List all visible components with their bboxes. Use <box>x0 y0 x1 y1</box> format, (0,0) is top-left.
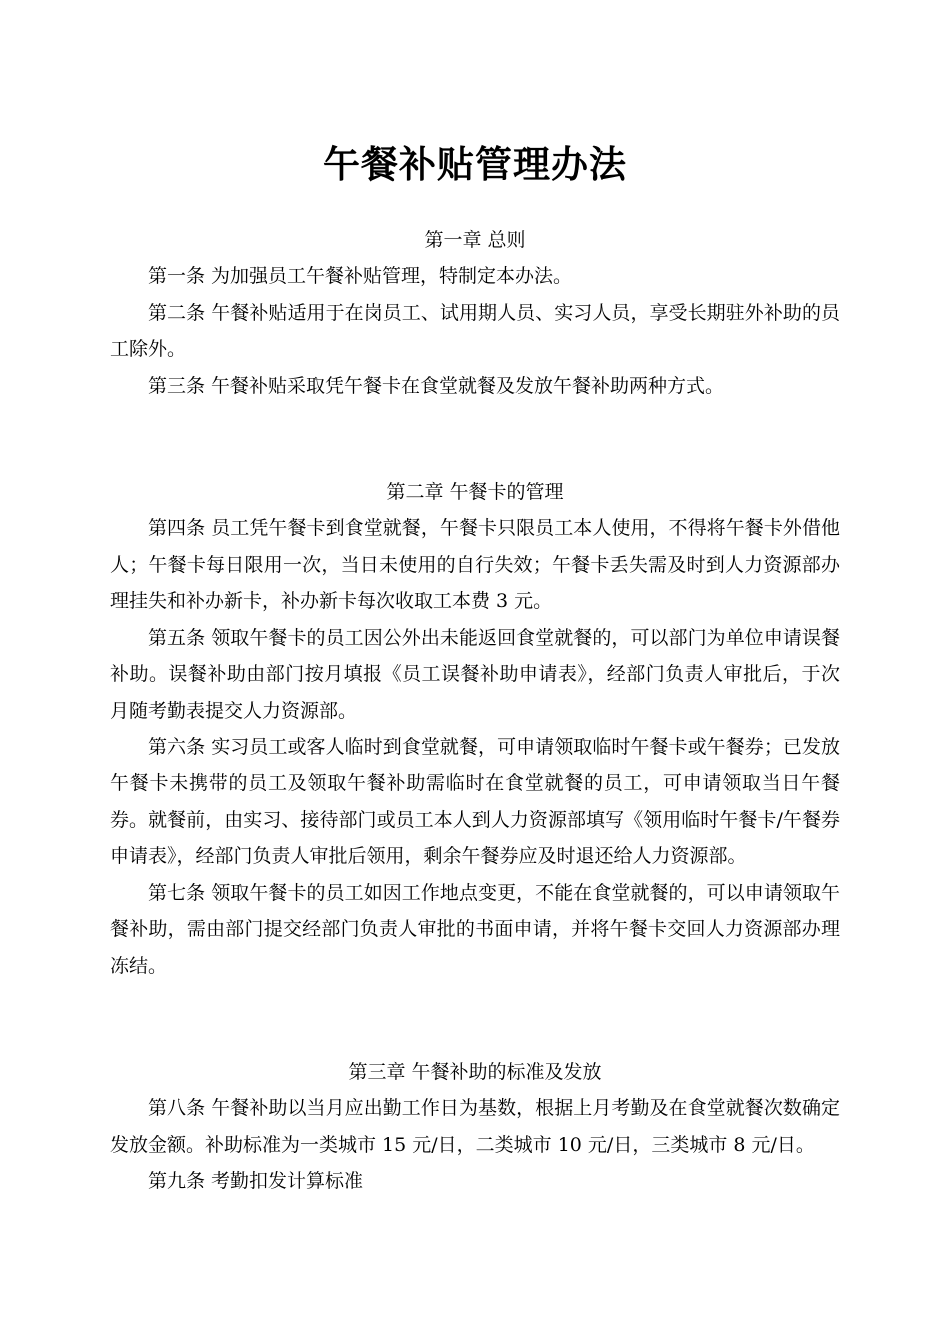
article-2: 第二条 午餐补贴适用于在岗员工、试用期人员、实习人员，享受长期驻外补助的员工除外。 <box>110 301 840 361</box>
article-1: 第一条 为加强员工午餐补贴管理，特制定本办法。 <box>148 265 573 288</box>
article-8: 第八条 午餐补助以当月应出勤工作日为基数，根据上月考勤及在食堂就餐次数确定发放金额。补助标准为一类城市 15 元/日，二类城市 10 元/日，三类城市 8 元/日。 <box>110 1097 840 1156</box>
article-3: 第三条 午餐补贴采取凭午餐卡在食堂就餐及发放午餐补助两种方式。 <box>148 374 725 397</box>
chapter-heading-3: 第三章 午餐补助的标准及发放 <box>348 1061 602 1084</box>
article-4: 第四条 员工凭午餐卡到食堂就餐，午餐卡只限员工本人使用，不得将午餐卡外借他人；午餐卡每日限用一次，当日未使用的自行失效；午餐卡丢失需及时到人力资源部办理挂失和补办新卡，补办新卡每次收取工本费 3 元。 <box>110 517 840 613</box>
spacer <box>110 404 840 430</box>
spacer <box>110 188 840 222</box>
chapter-heading-2: 第二章 午餐卡的管理 <box>386 481 564 504</box>
chapter-heading-1: 第一章 总则 <box>424 229 526 252</box>
spacer <box>110 984 840 1010</box>
article-6: 第六条 实习员工或客人临时到食堂就餐，可申请领取临时午餐卡或午餐券；已发放午餐卡未携带的员工及领取午餐补助需临时在食堂就餐的员工，可申请领取当日午餐券。就餐前，由实习、接待部门或员工本人到人力资源部填写《领用临时午餐卡/午餐券申请表》，经部门负责人审批后领用，剩余午餐券应及时退还给人力资源部。 <box>110 735 840 868</box>
article-9: 第九条 考勤扣发计算标准 <box>148 1170 364 1193</box>
article-7: 第七条 领取午餐卡的员工如因工作地点变更，不能在食堂就餐的，可以申请领取午餐补助，需由部门提交经部门负责人审批的书面申请，并将午餐卡交回人力资源部办理冻结。 <box>110 881 840 977</box>
page-title: 午餐补贴管理办法 <box>323 142 627 186</box>
article-5: 第五条 领取午餐卡的员工因公外出未能返回食堂就餐的，可以部门为单位申请误餐补助。误餐补助由部门按月填报《员工误餐补助申请表》，经部门负责人审批后，于次月随考勤表提交人力资源部。 <box>110 626 840 722</box>
